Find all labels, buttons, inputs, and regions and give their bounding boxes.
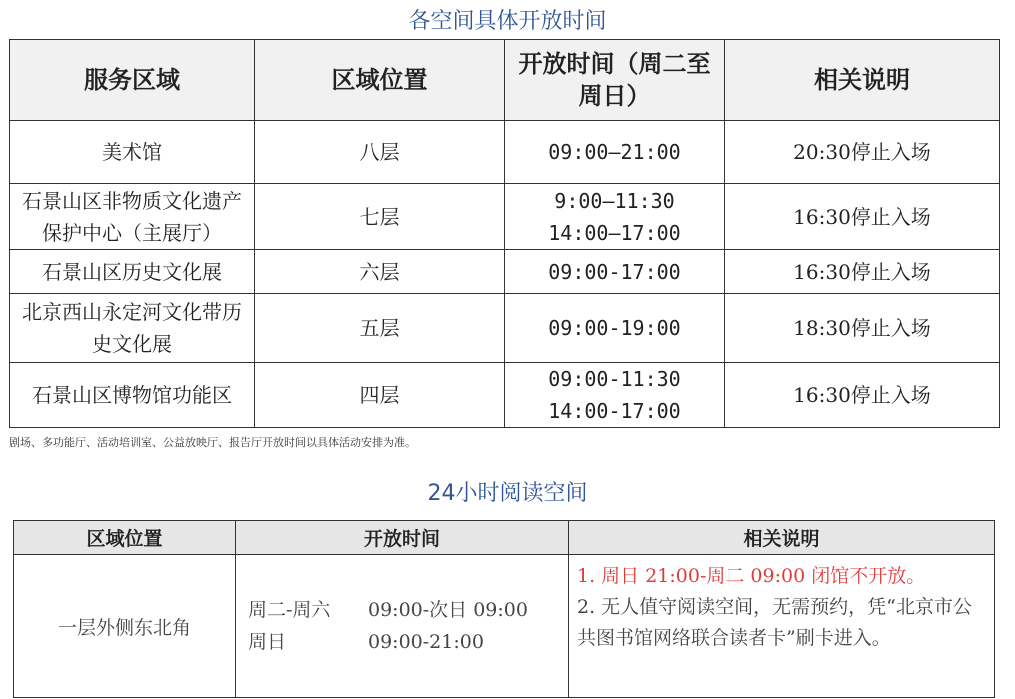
header-open-time: 开放时间（周二至周日）: [505, 40, 725, 121]
schedule-days: 周二-周六: [248, 599, 331, 621]
schedule-row: [248, 626, 568, 658]
cell-time: 9:00—11:30 14:00—17:00: [505, 184, 725, 250]
open-hours-table: [9, 39, 1000, 428]
header-notes: 相关说明: [569, 521, 995, 555]
cell-note: 16:30停止入场: [725, 250, 1000, 294]
table-header-row: [10, 40, 1000, 121]
cell-notes: [569, 555, 995, 698]
table-row: [10, 363, 1000, 428]
header-location: 区域位置: [14, 521, 236, 555]
cell-time: 09:00-17:00: [505, 250, 725, 294]
cell-floor: 四层: [255, 363, 505, 428]
cell-time: 09:00—21:00: [505, 121, 725, 184]
cell-area: 北京西山永定河文化带历史文化展: [10, 294, 255, 363]
header-open-time: 开放时间: [236, 521, 569, 555]
schedule-row: [248, 594, 568, 626]
table-row: [10, 294, 1000, 363]
reading-space-table: [13, 520, 995, 698]
schedule-days: 周日: [248, 631, 287, 653]
cell-area: 石景山区非物质文化遗产保护中心（主展厅）: [10, 184, 255, 250]
cell-area: 美术馆: [10, 121, 255, 184]
cell-area: 石景山区历史文化展: [10, 250, 255, 294]
cell-note: 20:30停止入场: [725, 121, 1000, 184]
table-row: [10, 121, 1000, 184]
table-row: [10, 184, 1000, 250]
cell-schedule: [236, 555, 569, 698]
cell-time: 09:00-11:30 14:00-17:00: [505, 363, 725, 428]
header-service-area: 服务区域: [10, 40, 255, 121]
cell-location: 一层外侧东北角: [14, 555, 236, 698]
section-title-open-hours: 各空间具体开放时间: [408, 9, 607, 34]
table-row: [10, 250, 1000, 294]
cell-note: 16:30停止入场: [725, 184, 1000, 250]
header-notes: 相关说明: [725, 40, 1000, 121]
cell-time: 09:00-19:00: [505, 294, 725, 363]
access-note: 2. 无人值守阅读空间，无需预约，凭“北京市公共图书馆网络联合读者卡”刷卡进入。: [577, 596, 972, 649]
table-header-row: [14, 521, 995, 555]
schedule-time: 09:00-21:00: [368, 631, 484, 653]
cell-note: 16:30停止入场: [725, 363, 1000, 428]
cell-floor: 五层: [255, 294, 505, 363]
cell-floor: 八层: [255, 121, 505, 184]
cell-floor: 六层: [255, 250, 505, 294]
cell-area: 石景山区博物馆功能区: [10, 363, 255, 428]
table-row: [14, 555, 995, 698]
header-floor: 区域位置: [255, 40, 505, 121]
cell-floor: 七层: [255, 184, 505, 250]
venue-footnote: 剧场、多功能厅、活动培训室、公益放映厅、报告厅开放时间以具体活动安排为准。: [9, 436, 416, 449]
section-title-24h-reading: 24小时阅读空间: [427, 481, 588, 506]
cell-note: 18:30停止入场: [725, 294, 1000, 363]
closure-note: 1. 周日 21:00-周二 09:00 闭馆不开放。: [577, 565, 926, 587]
schedule-time: 09:00-次日 09:00: [368, 599, 528, 621]
